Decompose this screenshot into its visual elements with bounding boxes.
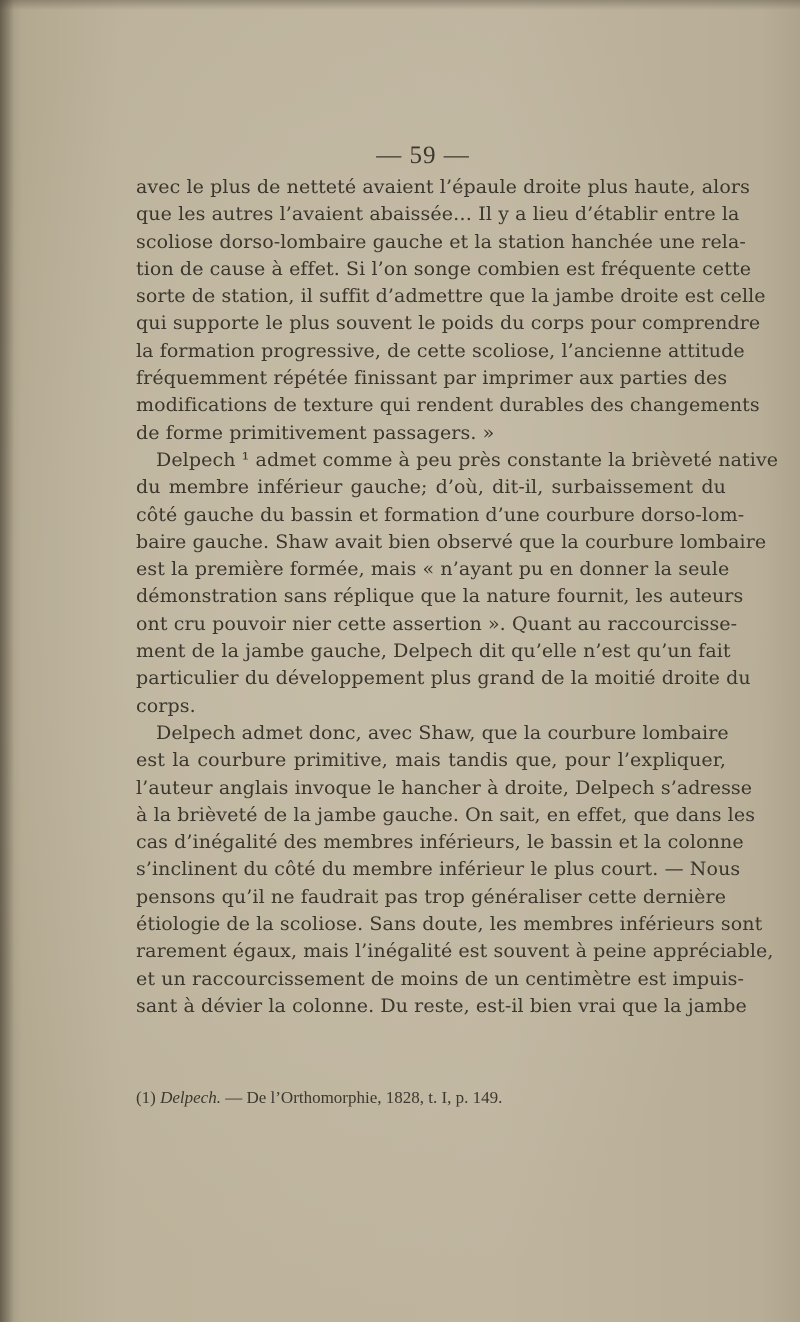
text-line: sorte de station, il suffit d’admettre que la jambe droite est celle — [136, 285, 766, 308]
text-line: ont cru pouvoir nier cette assertion ». Quant au raccourcisse- — [136, 612, 738, 635]
text-line: démonstration sans réplique que la nature fournit, les auteurs — [136, 585, 744, 608]
footnote-text: — De l’Orthomorphie, 1828, t. I, p. 149. — [225, 1088, 503, 1107]
footnote-marker: (1) — [136, 1088, 156, 1107]
text-line: fréquemment répétée finissant par imprimer aux parties des — [136, 367, 728, 390]
text-line: baire gauche. Shaw avait bien observé que la courbure lombaire — [136, 530, 767, 553]
text-line: rarement égaux, mais l’inégalité est souvent à peine appréciable, — [136, 940, 774, 963]
body-text — [136, 174, 779, 1020]
text-line: modifications de texture qui rendent durables des changements — [136, 394, 760, 417]
text-line: l’auteur anglais invoque le hancher à droite, Delpech s’adresse — [136, 776, 753, 799]
text-line: scoliose dorso-lombaire gauche et la station hanchée une rela- — [136, 230, 746, 253]
text-line: corps. — [136, 694, 196, 717]
page-number: — 59 — — [376, 142, 470, 169]
text-line: à la brièveté de la jambe gauche. On sait, en effet, que dans les — [136, 803, 756, 826]
text-line: particulier du développement plus grand de la moitié droite du — [136, 667, 751, 690]
text-line: avec le plus de netteté avaient l’épaule droite plus haute, alors — [136, 176, 750, 198]
text-line: et un raccourcissement de moins de un centimètre est impuis- — [136, 967, 744, 990]
paragraph-first-line: Delpech admet donc, avec Shaw, que la courbure lombaire — [156, 721, 729, 744]
text-line: du membre inférieur gauche; d’où, dit-il, surbaissement du — [136, 476, 726, 499]
text-line: de forme primitivement passagers. » — [136, 421, 495, 444]
text-line: cas d’inégalité des membres inférieurs, le bassin et la colonne — [136, 831, 744, 854]
text-line: côté gauche du bassin et formation d’une courbure dorso-lom- — [136, 503, 745, 526]
text-line: qui supporte le plus souvent le poids du corps pour comprendre — [136, 312, 761, 335]
text-line: que les autres l’avaient abaissée… Il y a lieu d’établir entre la — [136, 203, 740, 226]
text-line: ment de la jambe gauche, Delpech dit qu’elle n’est qu’un fait — [136, 640, 731, 663]
footnote-author: Delpech. — [160, 1088, 221, 1107]
footnote — [136, 1087, 726, 1109]
text-line: étiologie de la scoliose. Sans doute, les membres inférieurs sont — [136, 913, 763, 936]
text-line: pensons qu’il ne faudrait pas trop généraliser cette dernière — [136, 885, 727, 908]
paragraph-first-line: Delpech ¹ admet comme à peu près constante la brièveté native — [156, 448, 779, 471]
binding-shadow — [0, 0, 14, 1322]
text-line: la formation progressive, de cette scoliose, l’ancienne attitude — [136, 339, 745, 362]
text-line: est la courbure primitive, mais tandis que, pour l’expliquer, — [136, 749, 726, 772]
text-line: est la première formée, mais « n’ayant pu en donner la seule — [136, 558, 730, 581]
top-edge-shadow — [0, 0, 800, 10]
text-line: sant à dévier la colonne. Du reste, est-il bien vrai que la jambe — [136, 994, 747, 1017]
text-line: s’inclinent du côté du membre inférieur le plus court. — Nous — [136, 858, 741, 881]
text-line: tion de cause à effet. Si l’on songe combien est fréquente cette — [136, 257, 752, 280]
